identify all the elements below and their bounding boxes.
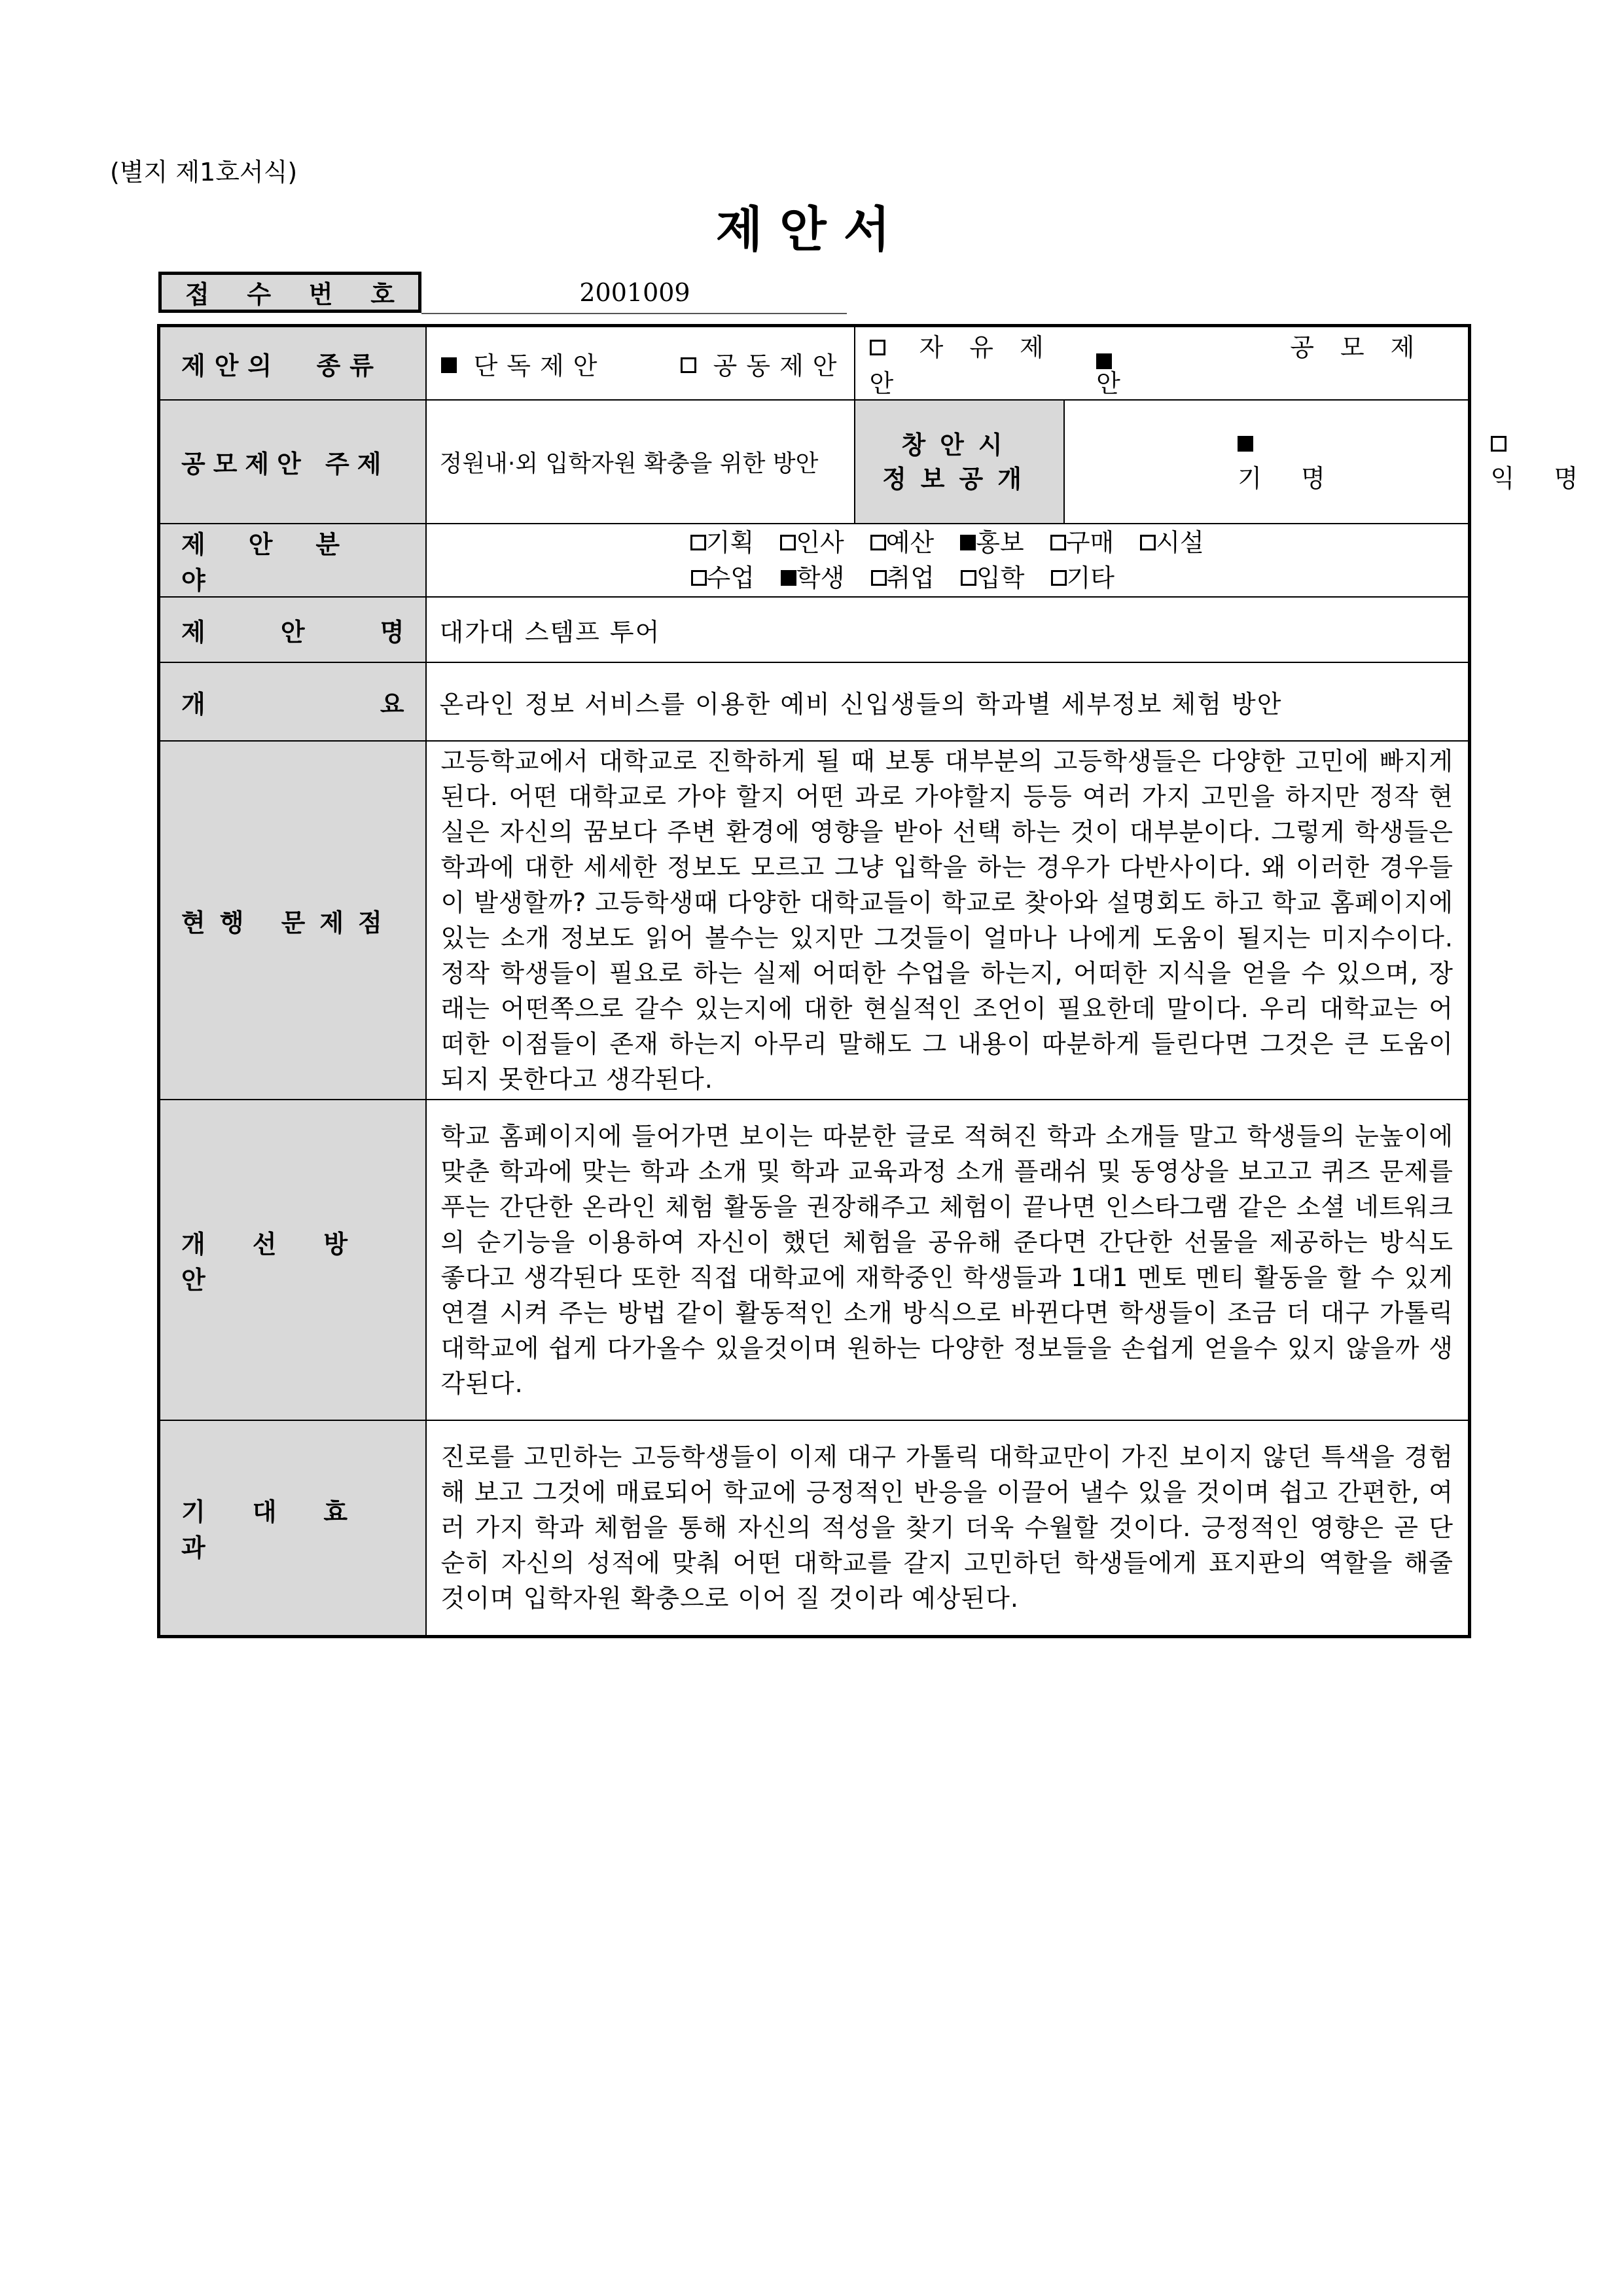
- checkbox-unchecked-icon: [1140, 535, 1156, 550]
- receipt-number-value: 2001009: [579, 278, 690, 307]
- option-label: 인사: [796, 528, 844, 557]
- option-anonymous[interactable]: [1333, 401, 1586, 523]
- checkbox-unchecked-icon: [1050, 535, 1066, 550]
- option-label: 기 명: [1238, 464, 1333, 493]
- checkbox-checked-icon: [1096, 353, 1112, 369]
- field-option-planning[interactable]: [690, 525, 754, 560]
- checkbox-unchecked-icon: [690, 535, 706, 550]
- option-label: 익 명: [1490, 464, 1586, 493]
- option-label: 기획: [705, 528, 755, 557]
- option-label: 수업: [706, 564, 755, 592]
- field-option-classes[interactable]: [691, 560, 755, 596]
- checkbox-unchecked-icon: [870, 535, 886, 550]
- improvement-label: 개선방안: [159, 1100, 426, 1420]
- option-label: 예산: [885, 528, 935, 557]
- option-single-proposal[interactable]: [441, 346, 607, 382]
- option-named[interactable]: [1080, 401, 1333, 523]
- proposal-field-options: [426, 524, 1470, 597]
- current-problems-text: 고등학교에서 대학교로 진학하게 될 때 보통 대부분의 고등학생들은 다양한 고민에 빠지게 된다. 어떤 대학교로 가야 할지 어떤 과로 가야할지 등등 여러 가지 고민을 하지만 정작 현실은 자신의 꿈보다 주변 환경에 영향을 받아 선택 하는 것이 대부분이다. 그렇게 학생들은 학과에 대한 세세한 정보도 모르고 그냥 입학을 하는 경우가 다반사이다. 왜 이러한 경우들이 발생할까? 고등학생때 다양한 대학교들이 학교로 찾아와 설명회도 하고 학교 홈페이지에 있는 소개 정보도 읽어 볼수는 있지만 그것들이 얼마나 나에게 도움이 될지는 미지수이다. 정작 학생들이 필요로 하는 실제 어떠한 수업을 하는지, 어떠한 지식을 얻을 수 있으며, 장래는 어떤쪽으로 갈수 있는지에 대한 현실적인 조언이 필요한데 말이다. 우리 대학교는 어떠한 이점들이 존재 하는지 아무리 말해도 그 내용이 따분하게 들린다면 그것은 큰 도움이 되지 못한다고 생각된다.: [426, 741, 1470, 1100]
- option-label: 입학: [976, 564, 1025, 592]
- label-char: 명: [380, 617, 404, 647]
- field-option-employment[interactable]: [871, 560, 935, 596]
- receipt-label-char: 번: [308, 280, 333, 309]
- checkbox-unchecked-icon: [961, 570, 976, 586]
- field-option-promotion[interactable]: [960, 525, 1024, 560]
- proposal-form-table: [157, 324, 1586, 1638]
- row-proposal-name: [159, 597, 1470, 662]
- receipt-label-char: 호: [370, 280, 395, 309]
- proposal-type-joint-cell: [426, 326, 855, 401]
- receipt-label-char: 접: [185, 280, 209, 309]
- row-current-problems: [159, 741, 1470, 1100]
- checkbox-unchecked-icon: [871, 570, 887, 586]
- field-label-text: 제안분야: [181, 530, 383, 595]
- option-contest-proposal[interactable]: [1096, 327, 1454, 399]
- field-options-row1: [427, 525, 1469, 560]
- checkbox-unchecked-icon: [681, 357, 696, 373]
- field-option-other[interactable]: [1051, 560, 1115, 596]
- contest-topic-label: 공모제안 주제: [159, 400, 426, 524]
- form-label: (별지 제1호서식): [110, 158, 298, 187]
- proposal-name-label: [159, 597, 426, 662]
- checkbox-checked-icon: [781, 570, 796, 586]
- checkbox-unchecked-icon: [780, 535, 796, 550]
- contest-topic-value: 정원내·외 입학자원 확충을 위한 방안: [426, 400, 855, 524]
- row-proposal-field: [159, 524, 1470, 597]
- checkbox-unchecked-icon: [1491, 436, 1507, 452]
- field-option-admission[interactable]: [961, 560, 1024, 596]
- row-contest-topic: [159, 400, 1470, 524]
- option-label: 시설: [1156, 528, 1204, 557]
- field-option-facilities[interactable]: [1140, 525, 1204, 560]
- option-label: 자유제안: [869, 333, 1070, 398]
- option-label: 구매: [1065, 528, 1115, 557]
- disclosure-label: [855, 400, 1064, 524]
- row-summary: [159, 662, 1470, 741]
- option-label: 공모제안: [1096, 333, 1441, 398]
- field-option-students[interactable]: [781, 560, 844, 596]
- receipt-label-char: 수: [247, 280, 272, 309]
- option-free-proposal[interactable]: [870, 327, 1097, 399]
- field-option-purchase[interactable]: [1050, 525, 1114, 560]
- current-problems-label: 현행 문제점: [159, 741, 426, 1100]
- proposal-type-label: 제안의 종류: [159, 326, 426, 401]
- disclosure-options: [1064, 400, 1586, 524]
- option-label: 기타: [1066, 564, 1115, 592]
- option-label: 단독제안: [473, 351, 607, 380]
- checkbox-unchecked-icon: [691, 570, 707, 586]
- field-option-personnel[interactable]: [780, 525, 844, 560]
- option-joint-proposal[interactable]: [681, 346, 846, 382]
- row-proposal-type: [159, 326, 1470, 401]
- proposal-type-free-cell: [855, 326, 1470, 401]
- label-char: 제: [181, 617, 205, 647]
- checkbox-checked-icon: [441, 357, 457, 373]
- page-title: 제안서: [715, 202, 908, 258]
- receipt-underline: [421, 313, 847, 314]
- field-options-row2: [427, 560, 1469, 596]
- field-option-budget[interactable]: [870, 525, 934, 560]
- summary-label: [159, 662, 426, 741]
- summary-value: 온라인 정보 서비스를 이용한 예비 신입생들의 학과별 세부정보 체험 방안: [426, 662, 1470, 741]
- option-label: 취업: [886, 564, 935, 592]
- disclosure-label-line1: 창안시: [901, 430, 1017, 459]
- disclosure-label-line2: 정보공개: [882, 464, 1036, 493]
- label-char: 개: [181, 689, 205, 719]
- receipt-number-label: [158, 272, 421, 313]
- expected-effect-label: 기대효과: [159, 1420, 426, 1636]
- proposal-field-label: [159, 524, 426, 597]
- improvement-text: 학교 홈페이지에 들어가면 보이는 따분한 글로 적혀진 학과 소개들 말고 학생들의 눈높이에 맞춘 학과에 맞는 학과 소개 및 학과 교육과정 소개 플래쉬 및 동영상을 보고고 퀴즈 문제를 푸는 간단한 온라인 체험 활동을 권장해주고 체험이 끝나면 인스타그램 같은 소셜 네트워크의 순기능을 이용하여 자신이 했던 체험을 공유해 준다면 간단한 선물을 제공하는 방식도 좋다고 생각된다 또한 직접 대학교에 재학중인 학생들과 1대1 멘토 멘티 활동을 할 수 있게 연결 시켜 주는 방법 같이 활동적인 소개 방식으로 바뀐다면 학생들이 조금 더 대구 가톨릭 대학교에 쉽게 다가올수 있을것이며 원하는 다양한 정보들을 손쉽게 얻을수 있지 않을까 생각된다.: [426, 1100, 1470, 1420]
- label-char: 안: [280, 617, 305, 647]
- row-expected-effect: [159, 1420, 1470, 1636]
- option-label: 학생: [796, 564, 845, 592]
- label-char: 요: [380, 689, 404, 719]
- checkbox-unchecked-icon: [1051, 570, 1067, 586]
- row-improvement: [159, 1100, 1470, 1420]
- checkbox-unchecked-icon: [870, 340, 885, 355]
- checkbox-checked-icon: [960, 535, 976, 550]
- option-label: 공동제안: [713, 351, 846, 380]
- option-label: 홍보: [976, 528, 1024, 557]
- checkbox-checked-icon: [1238, 436, 1253, 452]
- expected-effect-text: 진로를 고민하는 고등학생들이 이제 대구 가톨릭 대학교만이 가진 보이지 않던 특색을 경험해 보고 그것에 매료되어 학교에 긍정적인 반응을 이끌어 낼수 있을 것이며 쉽고 간편한, 여러 가지 학과 체험을 통해 자신의 적성을 찾기 더욱 수월할 것이다. 긍정적인 영향은 곧 단순히 자신의 성적에 맞춰 어떤 대학교를 갈지 고민하던 학생들에게 표지판의 역할을 해줄 것이며 입학자원 확충으로 이어 질 것이라 예상된다.: [426, 1420, 1470, 1636]
- proposal-name-value: 대가대 스템프 투어: [426, 597, 1470, 662]
